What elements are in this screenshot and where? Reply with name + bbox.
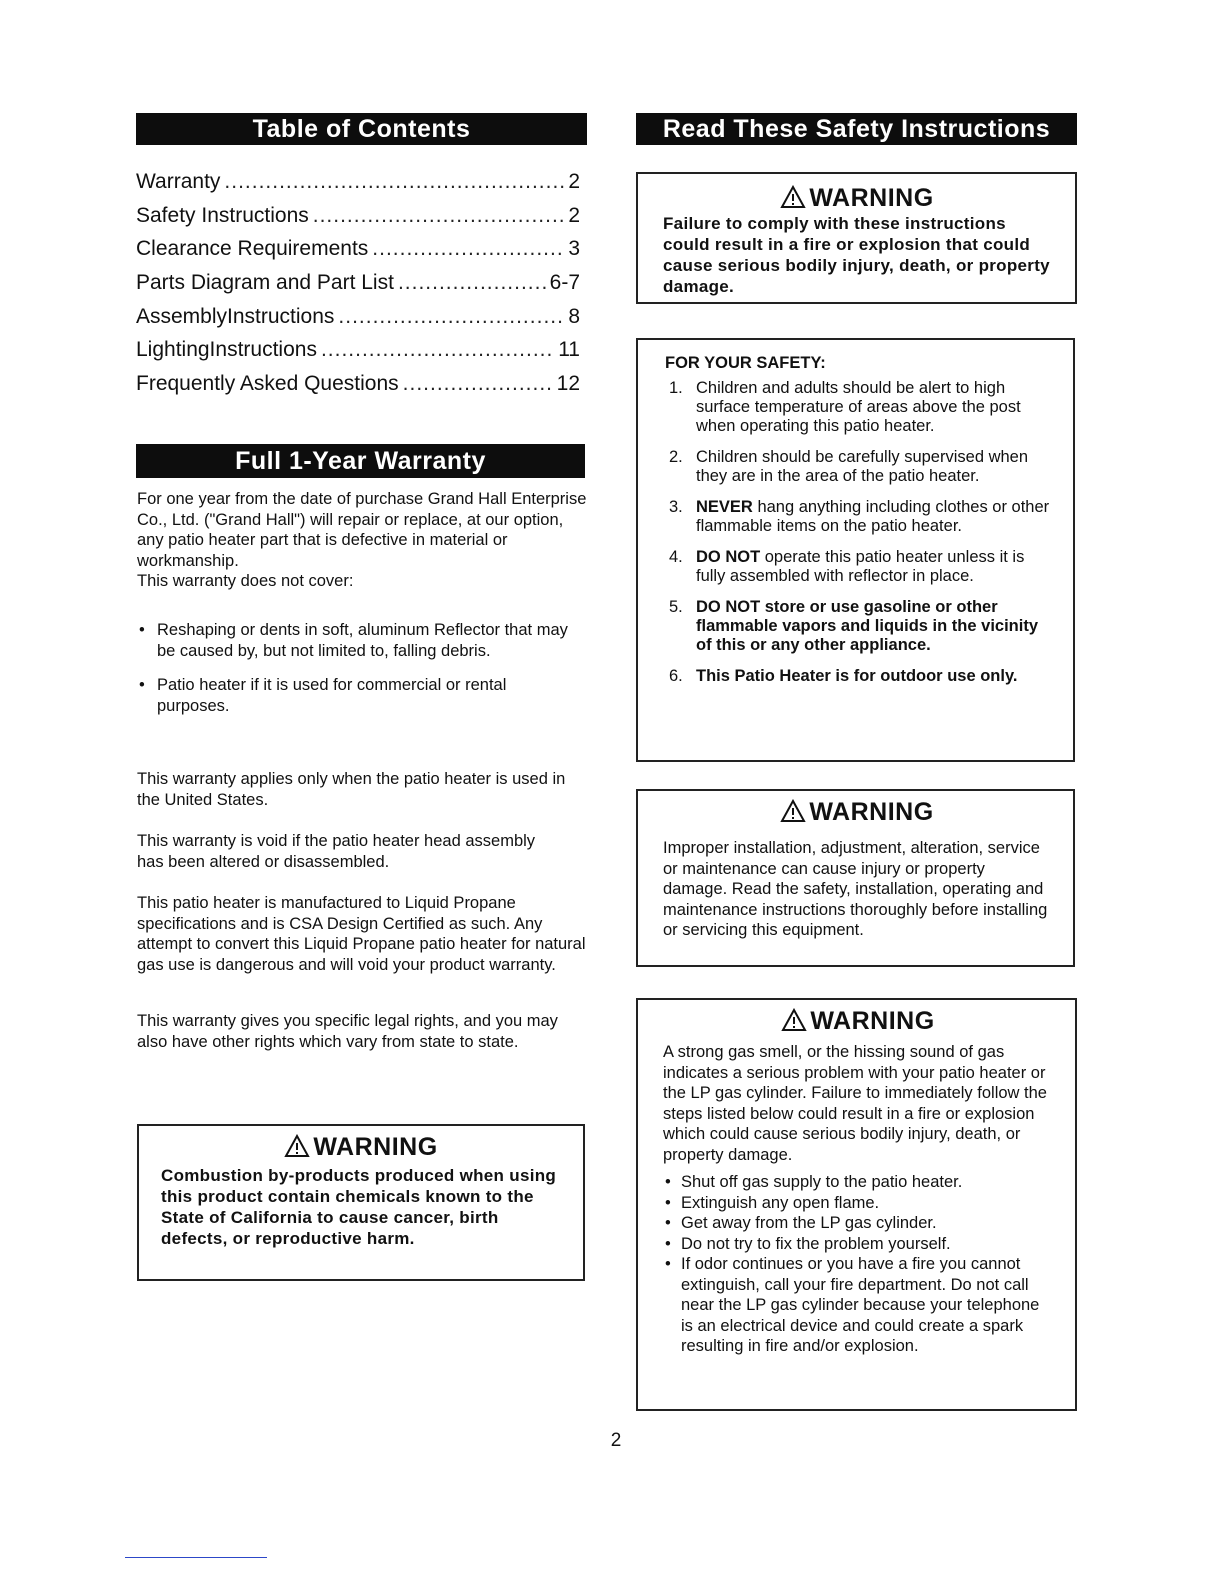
- item-number: 4.: [669, 548, 683, 566]
- bullet-icon: •: [665, 1214, 671, 1232]
- toc-leader-dots: [403, 372, 553, 396]
- item-lead: DO NOT: [696, 548, 761, 566]
- toc-entry-page: 11: [558, 338, 580, 362]
- toc-entry-page: 8: [568, 304, 580, 328]
- step-text: Get away from the LP gas cylinder.: [681, 1214, 937, 1232]
- item-text: DO NOT store or use gasoline or other flammable vapors and liquids in the vicinity of this or any other appliance.: [696, 598, 1038, 654]
- step-text: Extinguish any open flame.: [681, 1193, 880, 1212]
- bullet-icon: •: [665, 1255, 671, 1273]
- toc-entry: [136, 338, 580, 372]
- toc-entry-title: Parts Diagram and Part List: [136, 271, 394, 295]
- list-item: [665, 667, 1051, 686]
- gas-smell-warning-box: [636, 998, 1077, 1411]
- toc-entry: [136, 372, 580, 406]
- warning-heading: [663, 1006, 1053, 1036]
- toc-entry: [136, 305, 580, 339]
- gas-smell-steps: [663, 1172, 1053, 1357]
- warning-label: WARNING: [809, 184, 934, 212]
- toc-leader-dots: [313, 204, 565, 228]
- list-item: [665, 498, 1051, 536]
- item-number: 2.: [669, 448, 683, 466]
- list-item: [665, 548, 1051, 586]
- step-text: If odor continues or you have a fire you cannot extinguish, call your fire department. Do not call near the LP gas cylinder because your telephone is an electrical device and could create a spark resulting in fire and/or explosion.: [681, 1255, 1040, 1355]
- safety-title: FOR YOUR SAFETY:: [665, 354, 826, 372]
- gas-smell-intro: A strong gas smell, or the hissing sound of gas indicates a serious problem with your patio heater or the LP gas cylinder. Failure to immediately follow the steps listed below could result in a fire or explosion which could cause serious bodily injury, death, or property damage.: [663, 1043, 1047, 1164]
- installation-warning-text: Improper installation, adjustment, alteration, service or maintenance can cause injury or property damage. Read the safety, installation, operating and maintenance instructions thoroughly before installing or servicing this equipment.: [663, 839, 1048, 939]
- warning-triangle-icon: [781, 1008, 807, 1032]
- warning-label: WARNING: [313, 1133, 438, 1161]
- footer-divider: [125, 1557, 267, 1558]
- item-number: 1.: [669, 379, 683, 397]
- toc-entry-title: Clearance Requirements: [136, 237, 369, 261]
- item-text: This Patio Heater is for outdoor use only.: [696, 667, 1018, 685]
- warranty-exclusions: [137, 620, 577, 716]
- warranty-heading: Full 1-Year Warranty: [136, 444, 585, 478]
- toc-leader-dots: [321, 338, 554, 362]
- warranty-not-cover: This warranty does not cover:: [137, 572, 354, 590]
- warning-label: WARNING: [810, 1007, 935, 1035]
- safety-list: [665, 379, 1051, 686]
- toc-entry-title: Frequently Asked Questions: [136, 372, 399, 396]
- exclusion-text: Patio heater if it is used for commercial or rental purposes.: [157, 676, 507, 715]
- bullet-icon: •: [665, 1234, 671, 1253]
- item-text: Children and adults should be alert to high surface temperature of areas above the post when operating this patio heater.: [696, 379, 1021, 435]
- item-number: 6.: [669, 667, 683, 685]
- bullet-icon: •: [139, 621, 145, 639]
- list-item: [665, 379, 1051, 436]
- page-number: 2: [610, 1430, 622, 1451]
- california-warning-box: [137, 1124, 585, 1281]
- installation-warning-box: [636, 789, 1075, 967]
- warning-label: WARNING: [809, 798, 934, 826]
- toc-entry-page: 3: [568, 237, 580, 261]
- toc-entry: [136, 271, 580, 305]
- toc-leader-dots: [372, 237, 564, 261]
- toc-entry-title: LightingInstructions: [136, 338, 317, 362]
- item-lead: NEVER: [696, 498, 753, 516]
- warranty-intro: For one year from the date of purchase Grand Hall Enterprise Co., Ltd. ("Grand Hall") will repair or replace, at our option, any patio heater part that is defective in material or workmanship.: [137, 490, 587, 570]
- list-item: [663, 1213, 1053, 1234]
- toc-entry: [136, 170, 580, 204]
- toc-entry: [136, 237, 580, 271]
- warning-heading: [663, 183, 1051, 213]
- toc-leader-dots: [338, 305, 564, 329]
- warranty-intro-block: [137, 489, 589, 592]
- warning-triangle-icon: [780, 185, 806, 209]
- warning-triangle-icon: [780, 799, 806, 823]
- california-warning-text: Combustion by-products produced when using this product contain chemicals known to the State of California to cause cancer, birth defects, or reproductive harm.: [161, 1166, 557, 1248]
- list-item: [665, 448, 1051, 486]
- toc-leader-dots: [224, 170, 564, 194]
- item-number: 3.: [669, 498, 683, 516]
- warranty-propane: This patio heater is manufactured to Liquid Propane specifications and is CSA Design Certified as such. Any attempt to convert this Liquid Propane patio heater for natural gas use is dangerous and will void your product warranty.: [137, 894, 586, 974]
- warranty-void: This warranty is void if the patio heater head assembly has been altered or disassembled.: [137, 832, 536, 871]
- warning-heading: [161, 1132, 561, 1162]
- item-text: operate this patio heater unless it is fully assembled with reflector in place.: [696, 548, 1025, 585]
- toc-entry: [136, 204, 580, 238]
- list-item: [663, 1234, 1053, 1255]
- safety-list-box: [636, 338, 1075, 762]
- table-of-contents-heading: Table of Contents: [136, 113, 587, 145]
- warranty-us-only: This warranty applies only when the patio heater is used in the United States.: [137, 770, 566, 809]
- item-text: Children should be carefully supervised when they are in the area of the patio heater.: [696, 448, 1029, 485]
- list-item: [663, 1193, 1053, 1214]
- compliance-warning-box: [636, 172, 1077, 304]
- item-text: hang anything including clothes or other flammable items on the patio heater.: [696, 498, 1050, 535]
- toc-entry-page: 2: [568, 170, 580, 193]
- step-text: Do not try to fix the problem yourself.: [681, 1234, 951, 1253]
- toc-leader-dots: [398, 271, 546, 295]
- toc-entry-title: Warranty: [136, 170, 221, 193]
- step-text: Shut off gas supply to the patio heater.: [681, 1173, 963, 1191]
- compliance-warning-text: Failure to comply with these instructions could result in a fire or explosion that could cause serious bodily injury, death, or property damage.: [663, 214, 1050, 296]
- toc-entry-title: AssemblyInstructions: [136, 304, 335, 328]
- safety-instructions-heading: Read These Safety Instructions: [636, 113, 1077, 145]
- bullet-icon: •: [665, 1173, 671, 1191]
- warning-heading: [663, 797, 1051, 827]
- warranty-legal-rights: This warranty gives you specific legal rights, and you may also have other rights which vary from state to state.: [137, 1012, 558, 1051]
- item-number: 5.: [669, 598, 683, 616]
- list-item: [137, 675, 577, 716]
- toc-entry-page: 6-7: [549, 271, 580, 295]
- warning-triangle-icon: [284, 1134, 310, 1158]
- toc-entry-page: 12: [556, 372, 580, 396]
- list-item: [663, 1172, 1053, 1193]
- bullet-icon: •: [139, 676, 145, 694]
- bullet-icon: •: [665, 1193, 671, 1212]
- toc-entry-page: 2: [568, 203, 580, 227]
- list-item: [663, 1254, 1053, 1357]
- exclusion-text: Reshaping or dents in soft, aluminum Reflector that may be caused by, but not limited to, falling debris.: [157, 621, 568, 660]
- list-item: [137, 620, 577, 661]
- toc-entry-title: Safety Instructions: [136, 203, 309, 227]
- list-item: [665, 598, 1051, 655]
- table-of-contents: [136, 170, 580, 406]
